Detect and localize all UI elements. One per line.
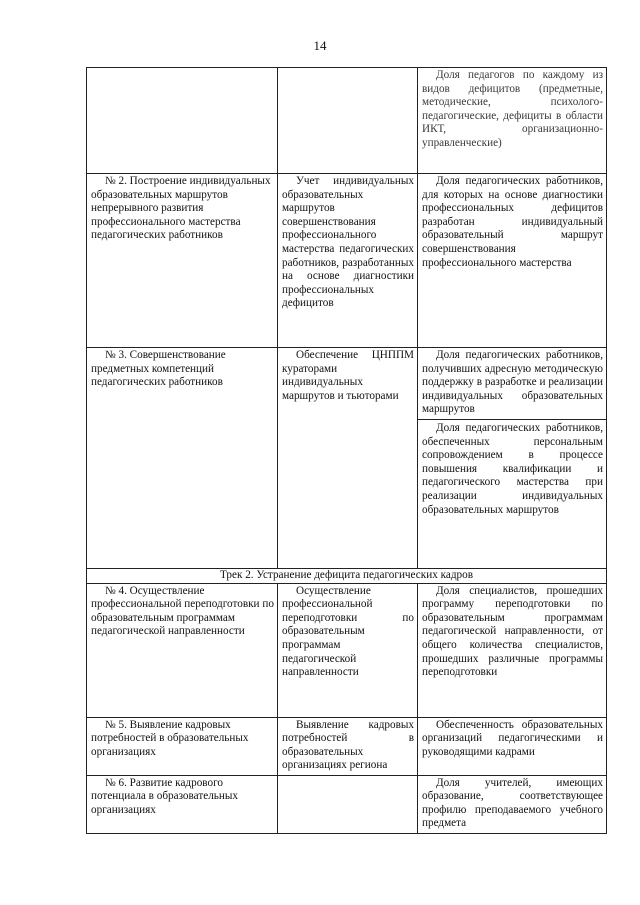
table-row [87, 174, 607, 348]
indicator-text: Доля педагогических работников, получивших адресную методическую поддержку в разработке и реализации индивидуальных образовательных маршрутов [422, 349, 603, 416]
indicator-cell: Доля специалистов, прошедших программу переподготовки по образовательным программам педагогической направленности, от общего количества специалистов, прошедших различные программы переподготовки [418, 583, 607, 717]
table-row [87, 68, 607, 174]
table-row [87, 583, 607, 717]
track-header-row [87, 569, 607, 584]
task-cell: № 6. Развитие кадрового потенциала в образовательных организациях [87, 775, 278, 833]
indicator-cell: Обеспеченность образовательных организаций педагогическими и руководящими кадрами [418, 717, 607, 775]
table-row [87, 717, 607, 775]
mechanism-cell: Осуществление профессиональной переподготовки по образовательным программам педагогической направленности [278, 583, 418, 717]
task-cell [87, 68, 278, 174]
indicator-cell: Доля учителей, имеющих образование, соответствующее профилю преподаваемого учебного предмета [418, 775, 607, 833]
mechanism-cell [278, 775, 418, 833]
indicator-cell [418, 348, 607, 569]
roadmap-table [86, 67, 607, 834]
mechanism-cell: Учет индивидуальных образовательных маршрутов совершенствования профессионального мастерства педагогических работников, разработанных на основе диагностики профессиональных дефицитов [278, 174, 418, 348]
page-number: 14 [313, 38, 327, 53]
mechanism-cell: Выявление кадровых потребностей в образовательных организациях региона [278, 717, 418, 775]
indicator-text: Доля педагогических работников, обеспеченных персональным сопровождением в процессе повышения квалификации и педагогического мастерства при реализации индивидуальных образовательных маршрутов [418, 419, 606, 517]
task-cell: № 5. Выявление кадровых потребностей в образовательных организациях [87, 717, 278, 775]
task-cell: № 4. Осуществление профессиональной переподготовки по образовательным программам педагогической направленности [87, 583, 278, 717]
track-title: Трек 2. Устранение дефицита педагогических кадров [87, 569, 607, 584]
indicator-cell: Доля педагогических работников, для которых на основе диагностики профессиональных дефицитов разработан индивидуальный образовательный маршрут совершенствования профессионального мастерства [418, 174, 607, 348]
task-cell: № 2. Построение индивидуальных образовательных маршрутов непрерывного развития профессионального мастерства педагогических работников [87, 174, 278, 348]
table-row [87, 775, 607, 833]
mechanism-cell: Обеспечение ЦНППМ кураторами индивидуальных маршрутов и тьюторами [278, 348, 418, 569]
indicator-cell: Доля педагогов по каждому из видов дефицитов (предметные, методические, психолого-педагогические, дефициты в области ИКТ, организационно-управленческие) [418, 68, 607, 174]
table-row [87, 348, 607, 569]
task-cell: № 3. Совершенствование предметных компетенций педагогических работников [87, 348, 278, 569]
mechanism-cell [278, 68, 418, 174]
